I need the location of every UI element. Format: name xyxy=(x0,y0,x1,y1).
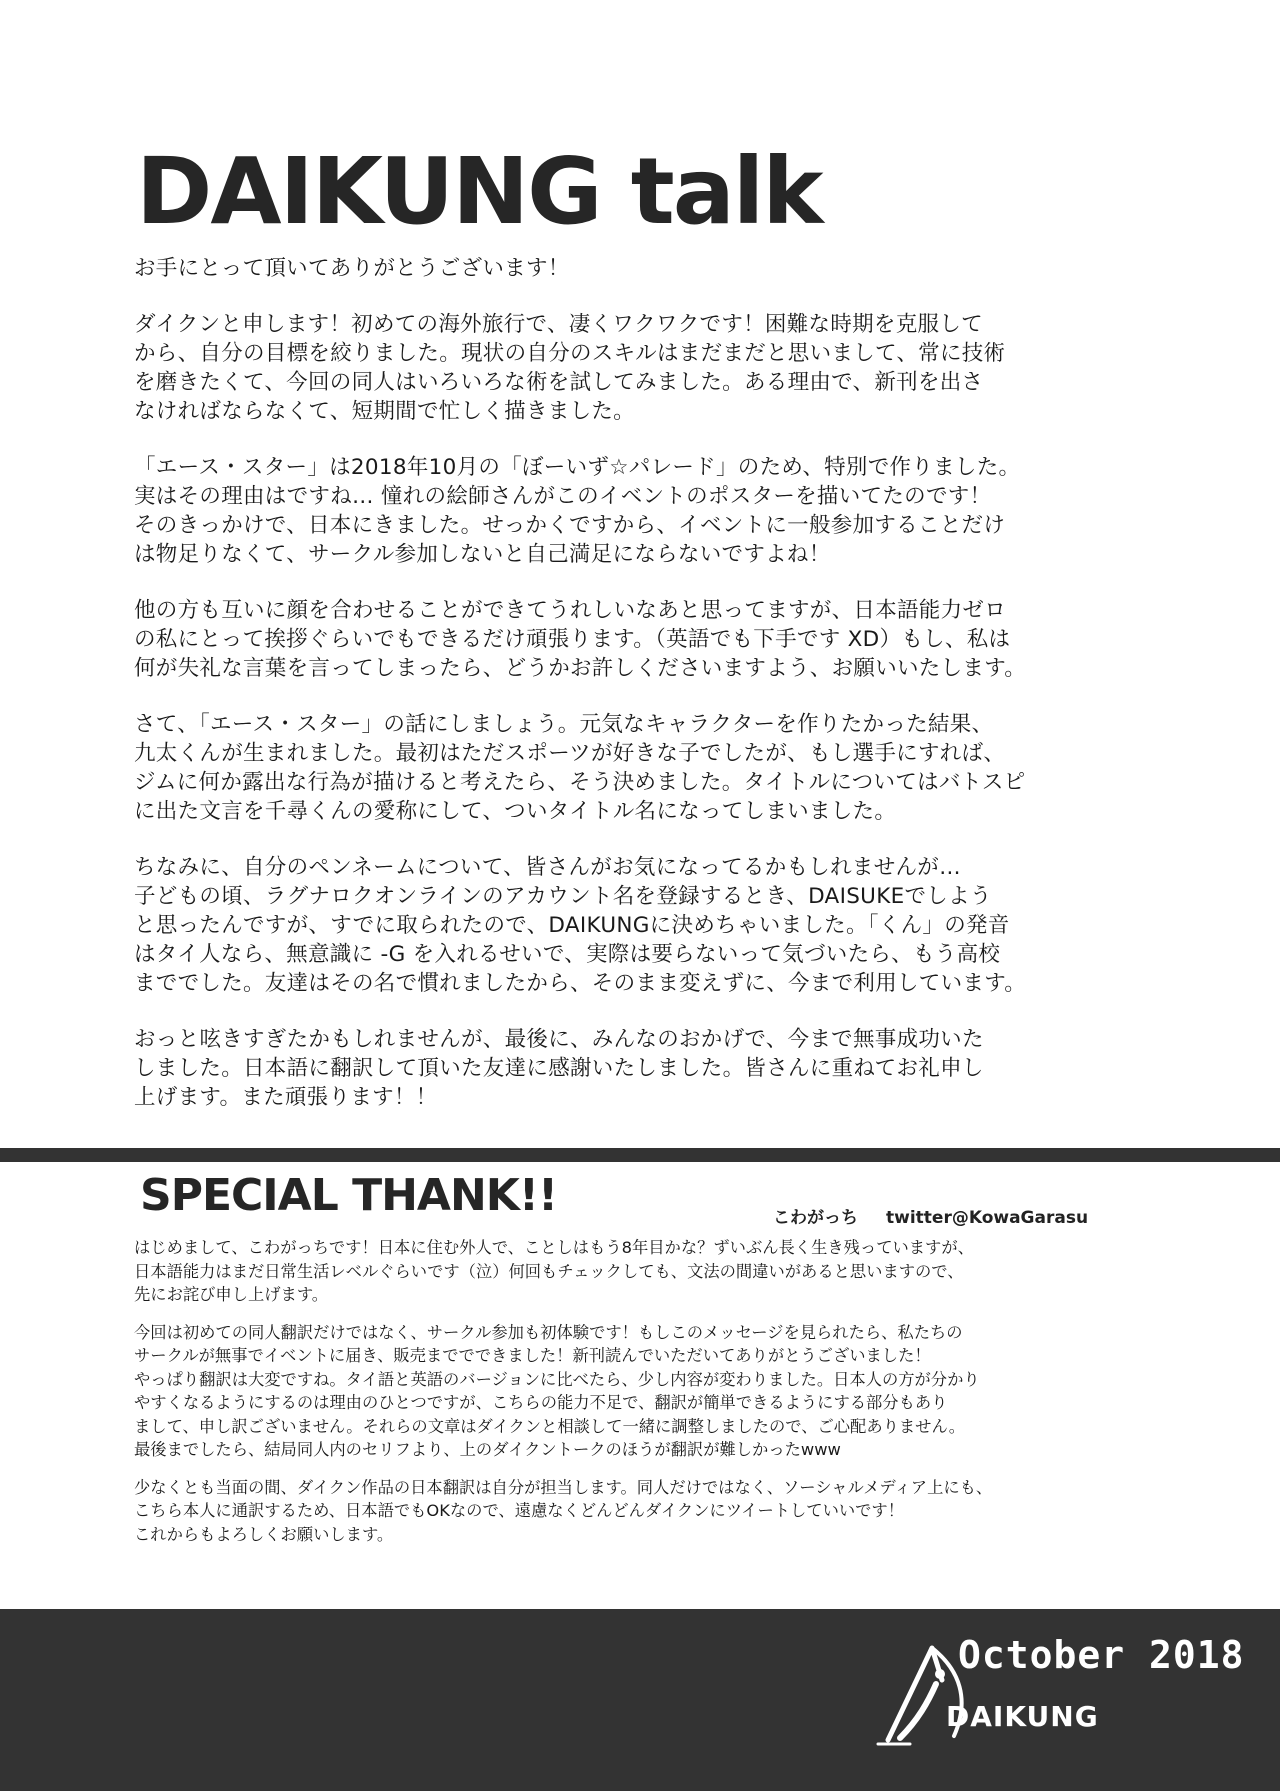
page-title: DAIKUNG talk xyxy=(136,138,822,245)
talk-paragraph: さて、「エース・スター」の話にしましょう。元気なキャラクターを作りたかった結果、 九太くんが生まれました。最初はただスポーツが好きな子でしたが、もし選手にすれば、 ジムに何か露出な行為が描けると考えたら、そう決めました。タイトルについてはバトスピ に出た文言を千尋くんの愛称にして、ついタイトル名になってしまいました。 xyxy=(134,712,1026,824)
thanks-paragraph: 今回は初めての同人翻訳だけではなく、サークル参加も初体験です！もしこのメッセージを見られたら、私たちの サークルが無事でイベントに届き、販売まででできました！新刊読んでいただいてありがとうございました！ やっぱり翻訳は大変ですね。タイ語と英語のバージョンに比べたら、少し内容が変わりました。日本人の方が分かり やすくなるようにするのは理由のひとつですが、こちらの能力不足で、翻訳が簡単できるようにする部分もあり まして、申し訳ございません。それらの文章はダイクンと相談して一緒に調整しましたので、ご心配ありません。 最後までしたら、結局同人内のセリフより、上のダイクントークのほうが翻訳が難しかったwww xyxy=(134,1322,980,1459)
talk-body xyxy=(134,254,1134,1139)
translator-name: こわがっち xyxy=(773,1208,858,1228)
thanks-body xyxy=(134,1236,1144,1560)
talk-paragraph: ちなみに、自分のペンネームについて、皆さんがお気になってるかもしれませんが… 子どもの頃、ラグナロクオンラインのアカウント名を登録するとき、DAISUKEでしよう と思ったんですが、すでに取られたので、DAIKUNGに決めちゃいました。「くん」の発音 はタイ人なら、無意識に -G を入れるせいで、実際は要らないって気づいたら、もう高校 まででした。友達はその名で慣れましたから、そのまま変えずに、今まで利用しています。 xyxy=(134,855,1027,996)
talk-paragraph: 「エース・スター」は2018年10月の「ぼーいず☆パレード」のため、特別で作りました。 実はその理由はですね… 憧れの絵師さんがこのイベントのポスターを描いてたのです！ そのきっかけで、日本にきました。せっかくですから、イベントに一般参加することだけ は物足りなくて、サークル参加しないと自己満足にならないですよね！ xyxy=(134,455,1021,567)
thanks-paragraph: はじめまして、こわがっちです！日本に住む外人で、ことしはもう8年目かな？ずいぶん長く生き残っていますが、 日本語能力はまだ日常生活レベルぐらいです（泣）何回もチェックしても、文法の間違いがあると思いますので、 先にお詫び申し上げます。 xyxy=(134,1238,974,1304)
footer-date: October 2018 xyxy=(958,1633,1245,1677)
section-divider xyxy=(0,1148,1280,1162)
talk-paragraph: おっと呟きすぎたかもしれませんが、最後に、みんなのおかげで、今まで無事成功いた しました。日本語に翻訳して頂いた友達に感謝いたしました。皆さんに重ねてお礼申し 上げます。また頑張ります！！ xyxy=(134,1027,984,1110)
talk-paragraph: ダイクンと申します！初めての海外旅行で、凄くワクワクです！困難な時期を克服して から、自分の目標を絞りました。現状の自分のスキルはまだまだと思いまして、常に技術 を磨きたくて、今回の同人はいろいろな術を試してみました。ある理由で、新刊を出さ なければならなくて、短期間で忙しく描きました。 xyxy=(134,312,1006,424)
translator-twitter-handle: twitter@KowaGarasu xyxy=(886,1208,1089,1228)
footer-author-name: DAIKUNG xyxy=(946,1700,1099,1733)
talk-paragraph: お手にとって頂いてありがとうございます！ xyxy=(134,256,570,281)
special-thanks-title: SPECIAL THANK!! xyxy=(140,1170,558,1221)
translator-credit xyxy=(773,1203,1088,1228)
thanks-paragraph: 少なくとも当面の間、ダイクン作品の日本翻訳は自分が担当します。同人だけではなく、ソーシャルメディア上にも、 こちら本人に通訳するため、日本語でもOKなので、遠慮なくどんどんダイクンにツイートしていいです！ これからもよろしくお願いします。 xyxy=(134,1477,993,1544)
talk-paragraph: 他の方も互いに顔を合わせることができてうれしいなあと思ってますが、日本語能力ゼロ の私にとって挨拶ぐらいでもできるだけ頑張ります。（英語でも下手です XD）もし、私は 何が失礼な言葉を言ってしまったら、どうかお許しくださいますよう、お願いいたします。 xyxy=(134,598,1027,681)
